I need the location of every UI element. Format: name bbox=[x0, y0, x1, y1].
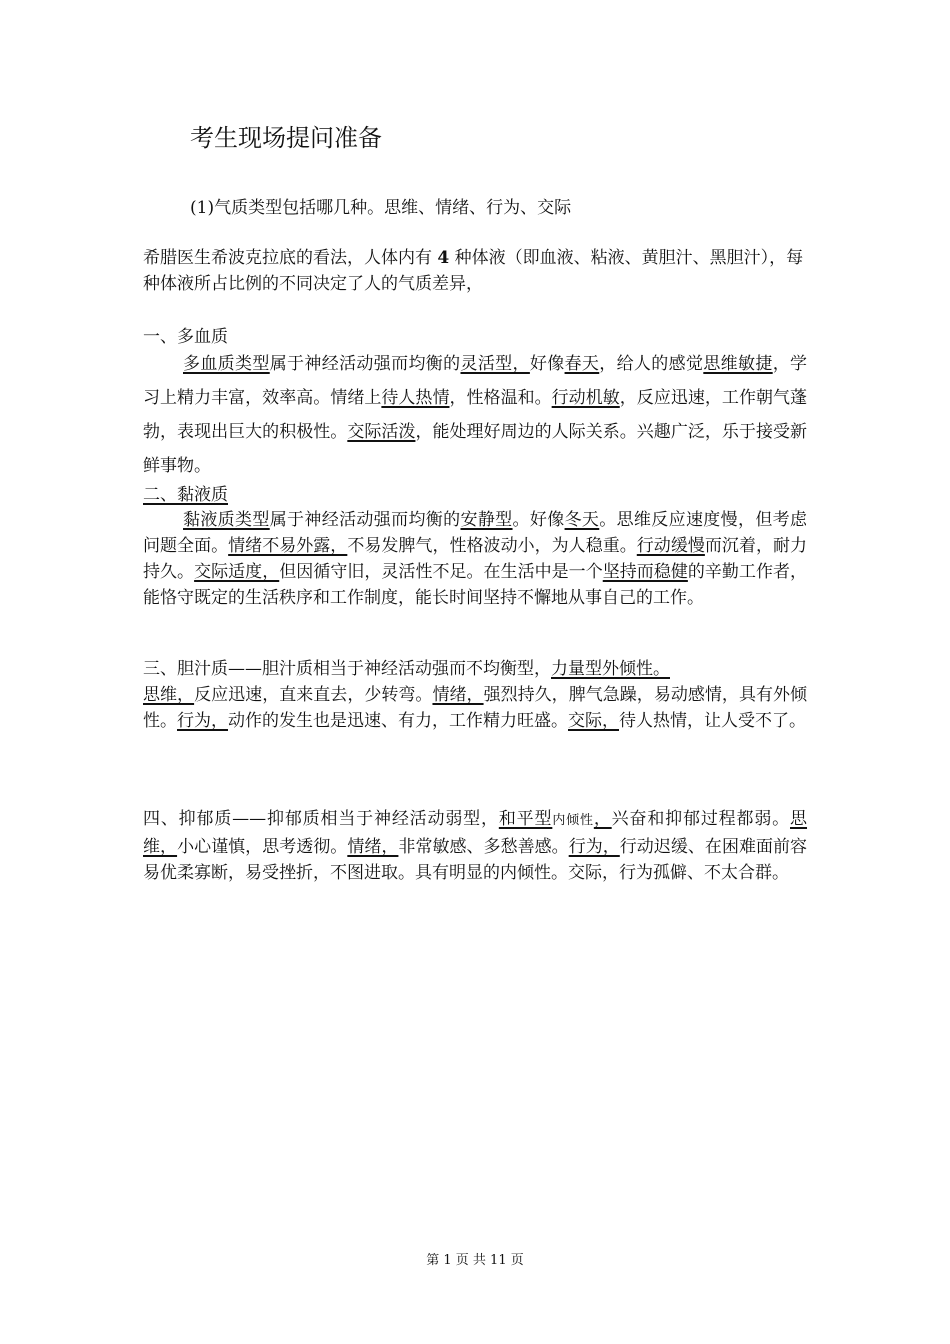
text: ，给人的感觉 bbox=[599, 354, 704, 374]
term: 思维， bbox=[143, 685, 195, 705]
text: 属于神经活动强而均衡的 bbox=[269, 354, 461, 374]
text: 三、胆汁质——胆汁质相当于神经活动强而不均衡型， bbox=[143, 659, 551, 679]
term: 多血质类型 bbox=[183, 354, 270, 374]
section-choleric bbox=[143, 656, 807, 734]
term: 坚持而稳健 bbox=[602, 562, 688, 582]
text: 。好像 bbox=[512, 510, 565, 530]
text: 行动迟缓、在困难面前容易优柔寡断，易受挫折，不图进取。具有明显的内倾性。交际，行为孤僻、不太合群。 bbox=[143, 837, 808, 883]
text: 强烈持久，脾气急躁，易动感情，具有外倾性。 bbox=[143, 685, 808, 731]
term: 安静型 bbox=[460, 510, 513, 530]
term: 灵活型， bbox=[460, 354, 530, 374]
term: 力量型 bbox=[551, 659, 602, 679]
text: 反应迅速，直来直去，少转弯。 bbox=[194, 685, 433, 705]
term: 和平型 bbox=[498, 809, 553, 829]
text: 四、抑郁质——抑郁质相当于神经活动弱型， bbox=[143, 809, 499, 829]
intro-paragraph bbox=[143, 245, 807, 297]
term: 待人热情 bbox=[381, 388, 450, 408]
term: 黏液质类型 bbox=[183, 510, 270, 530]
term: 行为， bbox=[568, 837, 620, 857]
section-body-sanguine bbox=[143, 347, 807, 483]
term: 情绪不易外露， bbox=[228, 536, 348, 556]
text: 不易发脾气，性格波动小，为人稳重。 bbox=[347, 536, 637, 556]
question: (1)气质类型包括哪几种。思维、情绪、行为、交际 bbox=[190, 198, 572, 218]
intro-text-a: 希腊医生希波克拉底的看法，人体内有 bbox=[143, 248, 438, 268]
term: 行动缓慢 bbox=[636, 536, 705, 556]
text: 兴奋和抑郁过程都弱。 bbox=[611, 809, 791, 829]
term: 行动机敏 bbox=[551, 388, 620, 408]
term: 情绪， bbox=[347, 837, 399, 857]
page-footer: 第 1 页 共 11 页 bbox=[426, 1253, 524, 1268]
term: 思维敏捷 bbox=[703, 354, 773, 374]
term: 思维， bbox=[143, 809, 808, 857]
text: 小心谨慎，思考透彻。 bbox=[177, 837, 348, 857]
text: 外倾性。 bbox=[602, 659, 670, 679]
term: 交际活泼 bbox=[347, 422, 416, 442]
term: 交际， bbox=[568, 711, 619, 731]
page-title: 考生现场提问准备 bbox=[190, 124, 382, 152]
text: 动作的发生也是迅速、有力，工作精力旺盛。 bbox=[228, 711, 568, 731]
term: 春天 bbox=[564, 354, 600, 374]
term: 情绪， bbox=[432, 685, 484, 705]
text: ，反应迅速，工作朝气蓬勃，表现出巨大的积极性。 bbox=[143, 388, 808, 442]
text: 但因循守旧，灵活性不足。在生活中是一个 bbox=[279, 562, 603, 582]
section-melancholic bbox=[143, 806, 807, 886]
text: 而沉着，耐力持久。 bbox=[143, 536, 808, 582]
text: 属于神经活动强而均衡的 bbox=[269, 510, 461, 530]
term: 冬天 bbox=[564, 510, 600, 530]
term: 交际适度， bbox=[194, 562, 280, 582]
text: 好像 bbox=[529, 354, 565, 374]
intro-text-b: 种体液（即血液、粘液、黄胆汁、黑胆汁），每种体液所占比例的不同决定了人的气质差异， bbox=[143, 248, 804, 294]
text: ， bbox=[593, 809, 612, 829]
term: 行为， bbox=[177, 711, 228, 731]
text: ，学习上精力丰富，效率高。情绪上 bbox=[143, 354, 808, 408]
text: ，能处理好周边的人际关系。兴趣广泛，乐于接受新鲜事物。 bbox=[143, 422, 808, 476]
text: ，性格温和。 bbox=[449, 388, 552, 408]
section-title-sanguine: 一、多血质 bbox=[143, 327, 228, 347]
text: 内倾性 bbox=[552, 813, 594, 828]
text: 非常敏感、多愁善感。 bbox=[398, 837, 569, 857]
intro-number: 4 bbox=[437, 248, 450, 268]
section-title-phlegmatic: 二、黏液质 bbox=[143, 485, 228, 505]
text: 待人热情，让人受不了。 bbox=[619, 711, 806, 731]
section-body-phlegmatic bbox=[143, 507, 807, 611]
text: 的辛勤工作者，能恪守既定的生活秩序和工作制度，能长时间坚持不懈地从事自己的工作。 bbox=[143, 562, 808, 608]
text: 。思维反应速度慢，但考虑问题全面。 bbox=[143, 510, 808, 556]
